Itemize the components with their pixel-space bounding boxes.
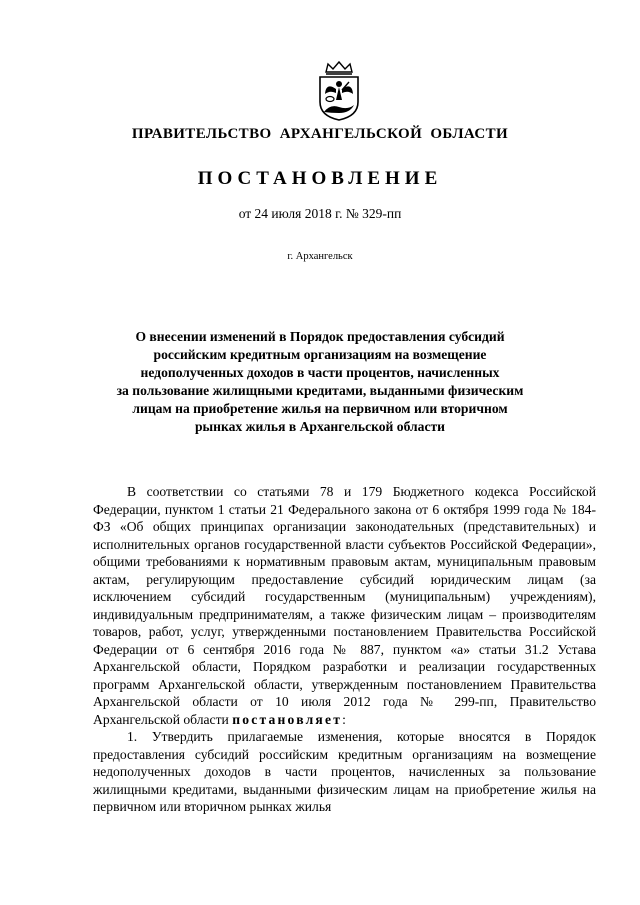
document-title [100, 328, 540, 436]
preamble-text: В соответствии со статьями 78 и 179 Бюджетного кодекса Российской Федерации, пунктом 1 статьи 21 Федерального закона от 6 октября 1999 года № 184-ФЗ «Об общих принципах организации законодательных (представительных) и исполнительных органов государственной власти субъектов Российской Федерации», общими требованиями к нормативным правовым актам, муниципальным правовым актам, регулирующим предоставление субсидий юридическим лицам (за исключением субсидий государственным (муниципальным) учреждениям), индивидуальным предпринимателям, а также физическим лицам – производителям товаров, работ, услуг, утвержденными постановлением Правительства Российской Федерации от 6 сентября 2016 года № 887, пунктом «а» статьи 31.2 Устава Архангельской области, Порядком разработки и реализации государственных программ Архангельской области, утвержденным постановлением Правительства Архангельской области от 10 июля 2012 года № 299-пп, Правительство Архангельской области [93, 484, 596, 727]
coat-of-arms-icon [316, 60, 362, 122]
decree-word: постановляет [232, 711, 343, 727]
title-line: российским кредитным организациям на возмещение [153, 347, 487, 362]
title-line: за пользование жилищными кредитами, выданными физическим [116, 383, 524, 398]
document-city: г. Архангельск [287, 251, 353, 262]
title-line: О внесении изменений в Порядок предоставления субсидий [135, 329, 505, 344]
document-date-number: от 24 июля 2018 г. № 329-пп [238, 206, 402, 221]
item-1-paragraph [93, 728, 596, 816]
document-type: ПОСТАНОВЛЕНИЕ [197, 168, 443, 189]
decree-colon: : [342, 711, 346, 727]
preamble-paragraph [93, 483, 596, 728]
item-1-text: Утвердить прилагаемые изменения, которые вносятся в Порядок предоставления субсидий российским кредитным организациям на возмещение недополученных доходов в части процентов, начисленных за пользование жилищными кредитами, выданными физическим лицам на приобретение жилья на первичном или вторичном рынках жилья [93, 729, 596, 814]
organization-name: ПРАВИТЕЛЬСТВО АРХАНГЕЛЬСКОЙ ОБЛАСТИ [131, 126, 509, 142]
item-1-number: 1. [127, 729, 138, 744]
title-line: лицам на приобретение жилья на первичном или вторичном [132, 401, 508, 416]
title-line: рынках жилья в Архангельской области [194, 419, 446, 434]
title-line: недополученных доходов в части процентов, начисленных [140, 365, 500, 380]
document-body [93, 483, 596, 816]
